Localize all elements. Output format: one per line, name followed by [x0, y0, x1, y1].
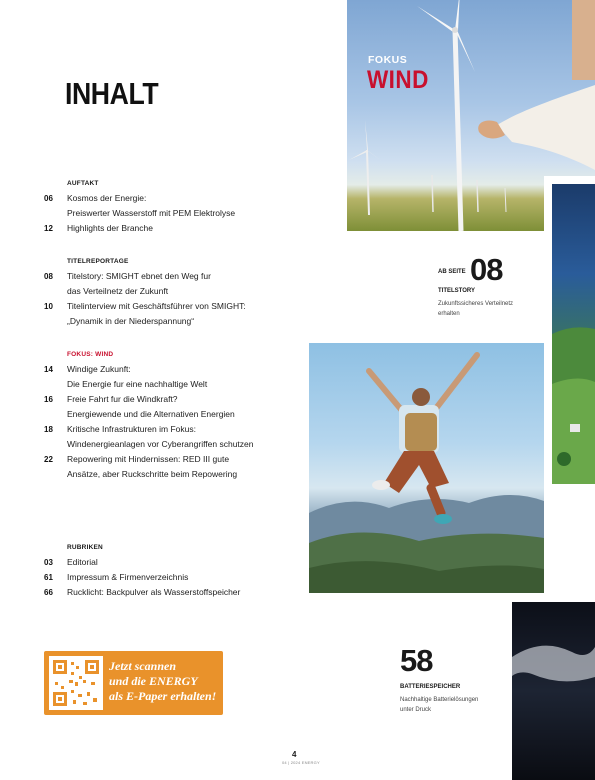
toc-entry[interactable] — [44, 269, 304, 299]
toc-entry[interactable] — [44, 585, 304, 600]
entry-line: Kritische Infrastrukturen im Fokus: — [67, 424, 196, 434]
page-number: 14 — [44, 365, 53, 374]
entry-line: Preiswerter Wasserstoff mit PEM Elektrolyse — [67, 208, 236, 218]
callout-description: Zukunftssicheres Verteilnetz erhalten — [438, 301, 514, 317]
battery-photo — [512, 602, 595, 780]
callout-prefix: AB SEITE — [438, 269, 466, 275]
toc-section-titelreportage — [44, 258, 304, 329]
section-heading: TITELREPORTAGE — [67, 258, 129, 265]
entry-line: Impressum & Firmenverzeichnis — [67, 572, 189, 582]
entry-line: Energiewende und die Alternativen Energien — [67, 409, 235, 419]
callout-description: Nachhaltige Batterielösungen unter Druck — [400, 697, 479, 713]
callout-tag: TITELSTORY — [438, 288, 476, 294]
toc-entry[interactable] — [44, 362, 304, 392]
entry-line: Die Energie fur eine nachhaltige Welt — [67, 379, 208, 389]
callout-page-number: 58 — [400, 643, 433, 678]
page-number: 08 — [44, 272, 53, 281]
epaper-scan-banner[interactable] — [44, 651, 223, 715]
page-number: 22 — [44, 455, 53, 464]
jumping-hiker-photo — [309, 343, 544, 593]
toc-entry[interactable] — [44, 422, 304, 452]
toc-entry[interactable] — [44, 299, 304, 329]
toc-entry[interactable] — [44, 570, 304, 585]
toc-entry[interactable] — [44, 392, 304, 422]
page-number: 12 — [44, 224, 53, 233]
entry-line: Windige Zukunft: — [67, 364, 131, 374]
landscape-illustration — [552, 184, 595, 484]
entry-line: Ansätze, aber Ruckschritte beim Repowering — [67, 469, 238, 479]
entry-line: Editorial — [67, 557, 98, 567]
landscape-photo — [544, 176, 595, 492]
entry-line: Freie Fahrt fur die Windkraft? — [67, 394, 178, 404]
toc-section-auftakt — [44, 180, 304, 236]
toc-entry[interactable] — [44, 221, 304, 236]
toc-entry[interactable] — [44, 555, 304, 570]
callout-tag: BATTERIESPEICHER — [400, 684, 461, 690]
page-number: 16 — [44, 395, 53, 404]
entry-line: Titelinterview mit Geschäftsführer von SMIGHT: — [67, 301, 246, 311]
page-number-footer: 4 — [292, 750, 297, 759]
fokus-wind-title: WIND — [367, 66, 429, 94]
section-heading: AUFTAKT — [67, 180, 99, 187]
qr-pattern — [51, 658, 101, 708]
page-number: 61 — [44, 573, 53, 582]
page-number: 10 — [44, 302, 53, 311]
scan-line: Jetzt scannen — [109, 659, 177, 673]
fokus-label: FOKUS — [368, 54, 408, 66]
entry-line: Repowering mit Hindernissen: RED III gute — [67, 454, 230, 464]
page-number: 66 — [44, 588, 53, 597]
scan-line: als E-Paper erhalten! — [109, 689, 217, 703]
entry-line: Titelstory: SMIGHT ebnet den Weg fur — [67, 271, 211, 281]
entry-line: Highlights der Branche — [67, 223, 153, 233]
page-title: INHALT — [65, 76, 159, 111]
toc-entry[interactable] — [44, 191, 304, 221]
hiker-illustration — [309, 343, 544, 593]
callout-page-number: 08 — [470, 252, 503, 287]
entry-line: Rucklicht: Backpulver als Wasserstoffspeicher — [67, 587, 241, 597]
scan-line: und die ENERGY — [109, 674, 198, 688]
section-heading: FOKUS: WIND — [67, 351, 114, 358]
scan-text — [109, 659, 221, 704]
entry-line: Kosmos der Energie: — [67, 193, 147, 203]
entry-line: Windenergieanlagen vor Cyberangriffen schutzen — [67, 439, 254, 449]
toc-section-fokus-wind — [44, 351, 304, 482]
toc-section-rubriken — [44, 544, 304, 600]
smoke-illustration — [512, 602, 595, 780]
entry-line: „Dynamik in der Niederspannung“ — [67, 316, 195, 326]
page-number: 03 — [44, 558, 53, 567]
toc-entry[interactable] — [44, 452, 304, 482]
section-heading: RUBRIKEN — [67, 544, 103, 551]
page-number: 18 — [44, 425, 53, 434]
footer-issue: 04 | 2024 ENERGY — [282, 760, 320, 765]
qr-code-icon[interactable] — [49, 656, 103, 710]
page-number: 06 — [44, 194, 53, 203]
entry-line: das Verteilnetz der Zukunft — [67, 286, 169, 296]
